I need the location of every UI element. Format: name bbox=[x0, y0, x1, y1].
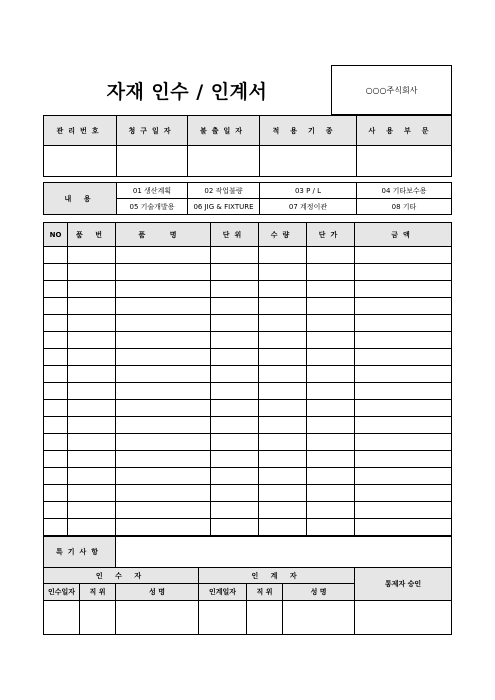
table-row bbox=[44, 468, 452, 485]
table-cell[interactable] bbox=[116, 264, 211, 281]
table-cell[interactable] bbox=[211, 247, 259, 264]
table-cell[interactable] bbox=[259, 298, 307, 315]
table-row bbox=[44, 417, 452, 434]
table-cell[interactable] bbox=[211, 519, 259, 536]
table-cell[interactable] bbox=[211, 468, 259, 485]
table-cell[interactable] bbox=[307, 349, 355, 366]
table-cell[interactable] bbox=[44, 349, 68, 366]
info-table bbox=[43, 115, 452, 177]
table-cell[interactable] bbox=[355, 502, 452, 519]
request-date-cell[interactable] bbox=[117, 146, 188, 177]
giver-name-label: 성 명 bbox=[283, 584, 355, 601]
giver-position-cell[interactable] bbox=[247, 601, 283, 635]
items-table bbox=[43, 222, 452, 536]
table-cell[interactable] bbox=[259, 417, 307, 434]
remarks-label: 특기사항 bbox=[44, 537, 116, 568]
table-cell[interactable] bbox=[68, 366, 116, 383]
table-cell[interactable] bbox=[259, 281, 307, 298]
table-cell[interactable] bbox=[307, 264, 355, 281]
table-cell[interactable] bbox=[259, 332, 307, 349]
table-cell[interactable] bbox=[355, 332, 452, 349]
table-cell[interactable] bbox=[44, 434, 68, 451]
table-cell[interactable] bbox=[116, 349, 211, 366]
issue-date-cell[interactable] bbox=[188, 146, 260, 177]
table-cell[interactable] bbox=[68, 264, 116, 281]
table-cell[interactable] bbox=[355, 417, 452, 434]
table-cell[interactable] bbox=[68, 502, 116, 519]
category-account-transfer[interactable]: 07 계정이관 bbox=[260, 199, 357, 215]
items-header-row bbox=[44, 223, 452, 247]
table-row bbox=[44, 349, 452, 366]
col-no: NO bbox=[44, 223, 68, 247]
table-cell[interactable] bbox=[259, 247, 307, 264]
table-cell[interactable] bbox=[68, 434, 116, 451]
handover-date-label: 인계일자 bbox=[199, 584, 247, 601]
col-unit: 단위 bbox=[211, 223, 259, 247]
table-cell[interactable] bbox=[259, 468, 307, 485]
table-cell[interactable] bbox=[211, 417, 259, 434]
category-other-maintenance[interactable]: 04 기타보수용 bbox=[357, 183, 452, 199]
table-cell[interactable] bbox=[116, 468, 211, 485]
table-cell[interactable] bbox=[259, 349, 307, 366]
col-unit-price: 단가 bbox=[307, 223, 355, 247]
table-row bbox=[44, 400, 452, 417]
receive-date-cell[interactable] bbox=[44, 601, 80, 635]
table-cell[interactable] bbox=[211, 485, 259, 502]
table-cell[interactable] bbox=[116, 247, 211, 264]
table-cell[interactable] bbox=[211, 281, 259, 298]
receiver-position-label: 직 위 bbox=[80, 584, 116, 601]
table-cell[interactable] bbox=[68, 468, 116, 485]
table-cell[interactable] bbox=[44, 366, 68, 383]
table-cell[interactable] bbox=[355, 281, 452, 298]
table-cell[interactable] bbox=[44, 383, 68, 400]
table-cell[interactable] bbox=[44, 485, 68, 502]
receiver-name-cell[interactable] bbox=[116, 601, 199, 635]
table-row bbox=[44, 264, 452, 281]
table-cell[interactable] bbox=[355, 468, 452, 485]
table-cell[interactable] bbox=[307, 332, 355, 349]
table-cell[interactable] bbox=[307, 485, 355, 502]
table-cell[interactable] bbox=[355, 434, 452, 451]
table-row bbox=[44, 298, 452, 315]
category-tech-development[interactable]: 05 기술개발용 bbox=[117, 199, 188, 215]
table-cell[interactable] bbox=[211, 383, 259, 400]
table-cell[interactable] bbox=[116, 502, 211, 519]
table-cell[interactable] bbox=[116, 383, 211, 400]
table-cell[interactable] bbox=[44, 315, 68, 332]
table-cell[interactable] bbox=[211, 332, 259, 349]
using-department-cell[interactable] bbox=[357, 146, 452, 177]
table-cell[interactable] bbox=[211, 366, 259, 383]
table-cell[interactable] bbox=[44, 519, 68, 536]
header-request-date: 청구일자 bbox=[117, 116, 188, 146]
table-cell[interactable] bbox=[116, 451, 211, 468]
table-cell[interactable] bbox=[307, 247, 355, 264]
table-cell[interactable] bbox=[355, 247, 452, 264]
table-cell[interactable] bbox=[259, 315, 307, 332]
receive-date-label: 인수일자 bbox=[44, 584, 80, 601]
category-pl[interactable]: 03 P / L bbox=[260, 183, 357, 199]
header-applied-model: 적용기종 bbox=[260, 116, 357, 146]
table-cell[interactable] bbox=[211, 298, 259, 315]
table-row bbox=[44, 502, 452, 519]
table-cell[interactable] bbox=[68, 298, 116, 315]
table-cell[interactable] bbox=[116, 400, 211, 417]
table-cell[interactable] bbox=[307, 451, 355, 468]
table-cell[interactable] bbox=[44, 468, 68, 485]
category-jig-fixture[interactable]: 06 JIG & FIXTURE bbox=[188, 199, 260, 215]
receiver-header: 인 수 자 bbox=[44, 568, 199, 584]
table-cell[interactable] bbox=[116, 332, 211, 349]
table-row bbox=[44, 332, 452, 349]
table-cell[interactable] bbox=[259, 366, 307, 383]
table-cell[interactable] bbox=[116, 519, 211, 536]
remarks-cell[interactable] bbox=[116, 537, 452, 568]
table-cell[interactable] bbox=[68, 451, 116, 468]
table-cell[interactable] bbox=[307, 383, 355, 400]
table-cell[interactable] bbox=[68, 332, 116, 349]
management-no-cell[interactable] bbox=[44, 146, 117, 177]
handover-date-cell[interactable] bbox=[199, 601, 247, 635]
approval-header: 통제자 승인 bbox=[355, 568, 452, 601]
table-cell[interactable] bbox=[44, 451, 68, 468]
table-cell[interactable] bbox=[44, 417, 68, 434]
table-cell[interactable] bbox=[44, 298, 68, 315]
signature-table bbox=[43, 567, 452, 635]
table-cell[interactable] bbox=[259, 383, 307, 400]
header-using-department: 사용부문 bbox=[357, 116, 452, 146]
table-cell[interactable] bbox=[259, 519, 307, 536]
table-cell[interactable] bbox=[355, 383, 452, 400]
table-cell[interactable] bbox=[307, 400, 355, 417]
table-cell[interactable] bbox=[355, 366, 452, 383]
col-quantity: 수량 bbox=[259, 223, 307, 247]
table-cell[interactable] bbox=[211, 434, 259, 451]
table-cell[interactable] bbox=[355, 519, 452, 536]
table-cell[interactable] bbox=[116, 298, 211, 315]
table-cell[interactable] bbox=[259, 264, 307, 281]
table-cell[interactable] bbox=[355, 315, 452, 332]
document-title: 자재 인수 / 인계서 bbox=[106, 80, 268, 103]
table-cell[interactable] bbox=[307, 298, 355, 315]
table-row bbox=[44, 485, 452, 502]
table-cell[interactable] bbox=[307, 366, 355, 383]
receiver-position-cell[interactable] bbox=[80, 601, 116, 635]
category-production-plan[interactable]: 01 생산계획 bbox=[117, 183, 188, 199]
table-cell[interactable] bbox=[68, 400, 116, 417]
table-cell[interactable] bbox=[355, 400, 452, 417]
table-cell[interactable] bbox=[44, 247, 68, 264]
table-row bbox=[44, 434, 452, 451]
table-cell[interactable] bbox=[259, 451, 307, 468]
table-row bbox=[44, 519, 452, 536]
table-cell[interactable] bbox=[44, 502, 68, 519]
table-cell[interactable] bbox=[116, 281, 211, 298]
applied-model-cell[interactable] bbox=[260, 146, 357, 177]
table-cell[interactable] bbox=[211, 502, 259, 519]
table-cell[interactable] bbox=[211, 451, 259, 468]
table-cell[interactable] bbox=[44, 281, 68, 298]
table-cell[interactable] bbox=[307, 519, 355, 536]
table-cell[interactable] bbox=[116, 366, 211, 383]
table-cell[interactable] bbox=[116, 417, 211, 434]
table-cell[interactable] bbox=[259, 400, 307, 417]
content-table bbox=[43, 182, 452, 215]
table-cell[interactable] bbox=[68, 383, 116, 400]
category-other[interactable]: 08 기타 bbox=[357, 199, 452, 215]
content-label: 내 용 bbox=[44, 183, 117, 215]
table-cell[interactable] bbox=[307, 315, 355, 332]
table-row bbox=[44, 451, 452, 468]
giver-header: 인 계 자 bbox=[199, 568, 355, 584]
table-cell[interactable] bbox=[307, 434, 355, 451]
table-cell[interactable] bbox=[68, 417, 116, 434]
table-row bbox=[44, 366, 452, 383]
company-name: ○○○주식회사 bbox=[331, 65, 452, 115]
table-cell[interactable] bbox=[355, 298, 452, 315]
table-cell[interactable] bbox=[68, 247, 116, 264]
table-cell[interactable] bbox=[116, 434, 211, 451]
giver-name-cell[interactable] bbox=[283, 601, 355, 635]
approval-cell[interactable] bbox=[355, 601, 452, 635]
table-cell[interactable] bbox=[44, 400, 68, 417]
giver-position-label: 직 위 bbox=[247, 584, 283, 601]
table-cell[interactable] bbox=[68, 519, 116, 536]
table-cell[interactable] bbox=[68, 281, 116, 298]
table-cell[interactable] bbox=[68, 315, 116, 332]
table-cell[interactable] bbox=[44, 264, 68, 281]
table-cell[interactable] bbox=[116, 315, 211, 332]
table-cell[interactable] bbox=[259, 502, 307, 519]
table-cell[interactable] bbox=[68, 485, 116, 502]
table-cell[interactable] bbox=[307, 468, 355, 485]
table-cell[interactable] bbox=[307, 502, 355, 519]
table-cell[interactable] bbox=[211, 400, 259, 417]
table-row bbox=[44, 315, 452, 332]
table-cell[interactable] bbox=[116, 485, 211, 502]
table-cell[interactable] bbox=[259, 434, 307, 451]
table-cell[interactable] bbox=[355, 485, 452, 502]
receiver-name-label: 성 명 bbox=[116, 584, 199, 601]
table-cell[interactable] bbox=[68, 349, 116, 366]
table-cell[interactable] bbox=[211, 264, 259, 281]
remarks-table bbox=[43, 536, 452, 568]
table-cell[interactable] bbox=[355, 349, 452, 366]
table-cell[interactable] bbox=[44, 332, 68, 349]
table-cell[interactable] bbox=[259, 485, 307, 502]
col-part-name: 품 명 bbox=[116, 223, 211, 247]
table-cell[interactable] bbox=[355, 451, 452, 468]
table-row bbox=[44, 383, 452, 400]
table-row bbox=[44, 281, 452, 298]
header-issue-date: 불출일자 bbox=[188, 116, 260, 146]
table-cell[interactable] bbox=[211, 315, 259, 332]
table-cell[interactable] bbox=[211, 349, 259, 366]
col-amount: 금액 bbox=[355, 223, 452, 247]
table-cell[interactable] bbox=[307, 281, 355, 298]
header-management-no: 관리번호 bbox=[44, 116, 117, 146]
category-work-defect[interactable]: 02 작업불량 bbox=[188, 183, 260, 199]
table-row bbox=[44, 247, 452, 264]
table-cell[interactable] bbox=[307, 417, 355, 434]
table-cell[interactable] bbox=[355, 264, 452, 281]
col-part-no: 품 번 bbox=[68, 223, 116, 247]
